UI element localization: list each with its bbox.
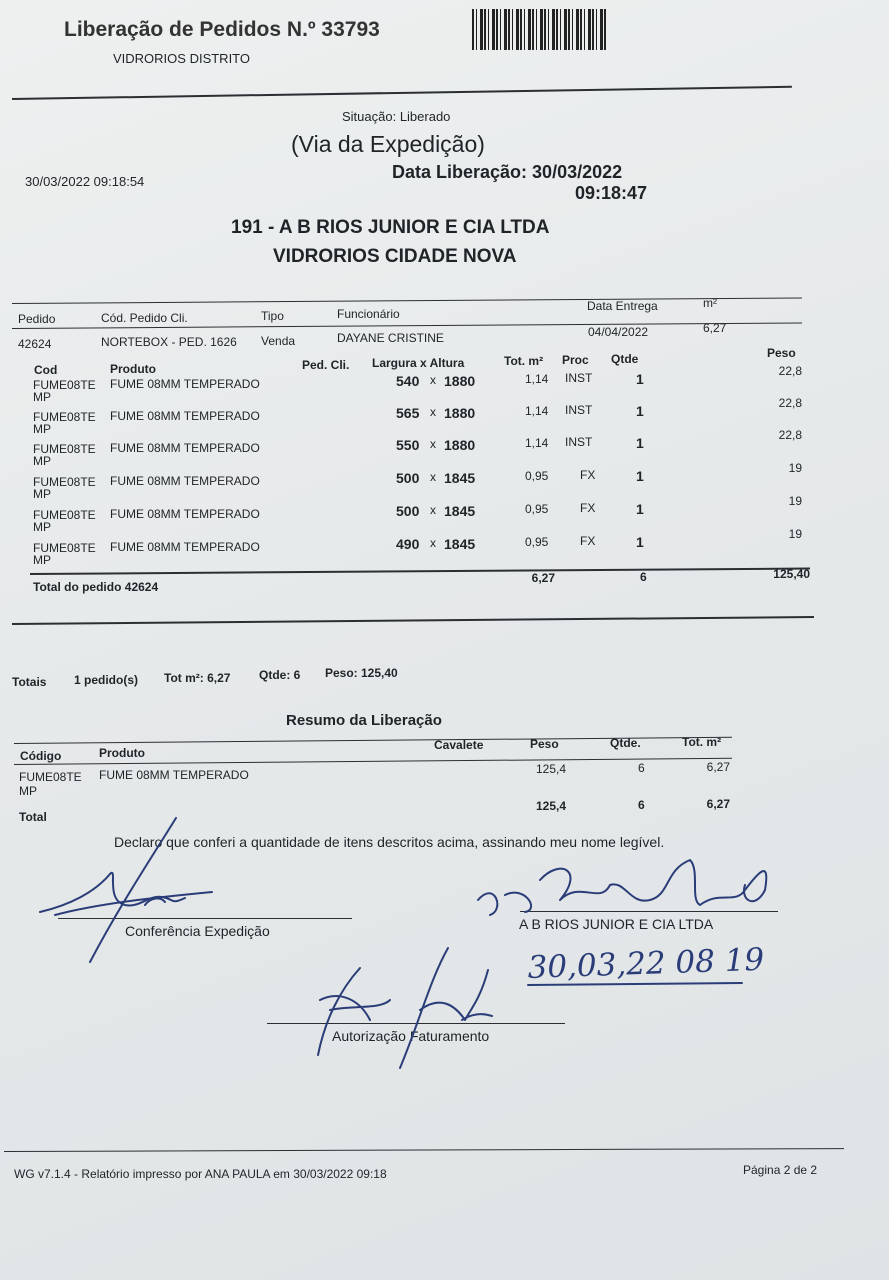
item-largura: 500 bbox=[396, 503, 420, 519]
signature-conferencia bbox=[40, 818, 212, 962]
resumo-title: Resumo da Liberação bbox=[286, 712, 442, 729]
item-cod-suffix: MP bbox=[33, 454, 51, 468]
print-timestamp: 30/03/2022 09:18:54 bbox=[25, 174, 145, 189]
item-altura: 1845 bbox=[444, 503, 476, 519]
resumo-col-qtde: Qtde. bbox=[610, 736, 641, 750]
item-x: x bbox=[430, 536, 436, 550]
item-cod-suffix: MP bbox=[33, 390, 51, 404]
resumo-total-peso: 125,4 bbox=[535, 799, 566, 813]
item-produto: FUME 08MM TEMPERADO bbox=[110, 507, 260, 521]
item-produto: FUME 08MM TEMPERADO bbox=[110, 409, 260, 423]
item-cod-suffix: MP bbox=[33, 487, 51, 501]
label-m2: m² bbox=[703, 296, 717, 310]
item-qtde: 1 bbox=[636, 371, 644, 387]
label-data-entrega: Data Entrega bbox=[587, 299, 658, 313]
col-cod: Cod bbox=[34, 363, 58, 377]
hora-liberacao: 09:18:47 bbox=[575, 183, 648, 203]
item-cod: FUME08TE bbox=[33, 378, 96, 392]
item-x: x bbox=[430, 437, 436, 451]
totais-peso: Peso: 125,40 bbox=[325, 666, 398, 680]
value-data-entrega: 04/04/2022 bbox=[588, 325, 649, 339]
item-cod: FUME08TE bbox=[33, 410, 96, 424]
item-peso: 19 bbox=[788, 461, 802, 475]
order-total-label: Total do pedido 42624 bbox=[33, 580, 159, 594]
empresa-label: A B RIOS JUNIOR E CIA LTDA bbox=[519, 916, 714, 932]
item-tot-m2: 1,14 bbox=[525, 404, 549, 418]
label-pedido: Pedido bbox=[18, 312, 56, 326]
handwritten-date: 30,03,22 08 19 bbox=[527, 941, 765, 986]
item-proc: INST bbox=[565, 403, 593, 417]
item-proc: INST bbox=[565, 435, 593, 449]
resumo-row-produto: FUME 08MM TEMPERADO bbox=[99, 768, 249, 782]
item-largura: 490 bbox=[396, 536, 420, 552]
resumo-row-qtde: 6 bbox=[638, 761, 645, 775]
document-title: Liberação de Pedidos N.º 33793 bbox=[64, 18, 380, 41]
col-proc: Proc bbox=[562, 353, 589, 367]
item-produto: FUME 08MM TEMPERADO bbox=[110, 540, 260, 554]
conferencia-label: Conferência Expedição bbox=[125, 923, 270, 939]
item-cod: FUME08TE bbox=[33, 442, 96, 456]
item-x: x bbox=[430, 405, 436, 419]
item-largura: 540 bbox=[396, 373, 420, 389]
col-largura-altura: Largura x Altura bbox=[372, 356, 465, 370]
footer-left: WG v7.1.4 - Relatório impresso por ANA PAULA em 30/03/2022 09:18 bbox=[14, 1167, 387, 1181]
item-qtde: 1 bbox=[636, 468, 644, 484]
item-largura: 550 bbox=[396, 437, 420, 453]
value-tipo: Venda bbox=[261, 334, 296, 348]
item-peso: 19 bbox=[788, 494, 802, 508]
resumo-total-qtde: 6 bbox=[638, 798, 645, 812]
item-altura: 1880 bbox=[444, 405, 476, 421]
item-produto: FUME 08MM TEMPERADO bbox=[110, 441, 260, 455]
order-total-peso: 125,40 bbox=[773, 567, 810, 581]
item-peso: 22,8 bbox=[778, 396, 802, 410]
item-produto: FUME 08MM TEMPERADO bbox=[110, 474, 260, 488]
value-pedido: 42624 bbox=[18, 337, 52, 351]
col-produto: Produto bbox=[110, 362, 156, 376]
signature-empresa bbox=[478, 860, 766, 915]
item-peso: 22,8 bbox=[778, 428, 802, 442]
item-qtde: 1 bbox=[636, 403, 644, 419]
resumo-row-tot-m2: 6,27 bbox=[706, 760, 730, 774]
item-proc: FX bbox=[580, 468, 596, 482]
label-funcionario: Funcionário bbox=[337, 307, 400, 321]
value-funcionario: DAYANE CRISTINE bbox=[337, 331, 444, 345]
value-m2: 6,27 bbox=[703, 321, 727, 335]
item-cod-suffix: MP bbox=[33, 422, 51, 436]
col-tot-m2: Tot. m² bbox=[504, 354, 544, 368]
situacao-label: Situação: Liberado bbox=[342, 109, 451, 124]
resumo-total-tot-m2: 6,27 bbox=[706, 797, 730, 811]
item-qtde: 1 bbox=[636, 435, 644, 451]
resumo-col-tot-m2: Tot. m² bbox=[682, 735, 722, 749]
order-total-m2: 6,27 bbox=[531, 571, 555, 585]
totais-label: Totais bbox=[12, 675, 47, 689]
declaration-text: Declaro que conferi a quantidade de itens descritos acima, assinando meu nome legível. bbox=[114, 834, 665, 850]
data-liberacao: Data Liberação: 30/03/2022 bbox=[392, 162, 623, 182]
order-total-qtde: 6 bbox=[640, 570, 647, 584]
item-cod: FUME08TE bbox=[33, 541, 96, 555]
item-altura: 1880 bbox=[444, 373, 476, 389]
item-peso: 19 bbox=[788, 527, 802, 541]
item-largura: 500 bbox=[396, 470, 420, 486]
item-tot-m2: 1,14 bbox=[525, 436, 549, 450]
item-tot-m2: 0,95 bbox=[525, 469, 549, 483]
totais-qtde: Qtde: 6 bbox=[259, 668, 301, 682]
resumo-col-peso: Peso bbox=[530, 737, 559, 751]
col-qtde: Qtde bbox=[611, 352, 639, 366]
resumo-col-cavalete: Cavalete bbox=[434, 738, 484, 752]
item-cod: FUME08TE bbox=[33, 508, 96, 522]
signature-autorizacao bbox=[318, 948, 492, 1068]
resumo-col-codigo: Código bbox=[20, 749, 62, 763]
label-tipo: Tipo bbox=[261, 309, 284, 323]
item-tot-m2: 0,95 bbox=[525, 535, 549, 549]
item-altura: 1880 bbox=[444, 437, 476, 453]
item-qtde: 1 bbox=[636, 534, 644, 550]
value-cod-pedido-cli: NORTEBOX - PED. 1626 bbox=[101, 335, 237, 349]
item-produto: FUME 08MM TEMPERADO bbox=[110, 377, 260, 391]
via-label: (Via da Expedição) bbox=[291, 131, 485, 157]
cliente-name: 191 - A B RIOS JUNIOR E CIA LTDA bbox=[231, 217, 550, 238]
document-subtitle: VIDRORIOS DISTRITO bbox=[113, 51, 250, 66]
item-qtde: 1 bbox=[636, 501, 644, 517]
col-peso: Peso bbox=[767, 346, 796, 360]
item-altura: 1845 bbox=[444, 536, 476, 552]
item-proc: FX bbox=[580, 534, 596, 548]
item-cod-suffix: MP bbox=[33, 520, 51, 534]
item-x: x bbox=[430, 470, 436, 484]
item-cod-suffix: MP bbox=[33, 553, 51, 567]
resumo-total-label: Total bbox=[19, 810, 47, 824]
loja-name: VIDRORIOS CIDADE NOVA bbox=[273, 246, 517, 267]
item-proc: INST bbox=[565, 371, 593, 385]
totais-m2: Tot m²: 6,27 bbox=[164, 671, 231, 685]
item-cod: FUME08TE bbox=[33, 475, 96, 489]
item-tot-m2: 0,95 bbox=[525, 502, 549, 516]
autorizacao-label: Autorização Faturamento bbox=[332, 1028, 490, 1044]
item-peso: 22,8 bbox=[778, 364, 802, 378]
item-altura: 1845 bbox=[444, 470, 476, 486]
col-ped-cli: Ped. Cli. bbox=[302, 358, 350, 372]
resumo-row-peso: 125,4 bbox=[535, 762, 566, 776]
item-tot-m2: 1,14 bbox=[525, 372, 549, 386]
item-proc: FX bbox=[580, 501, 596, 515]
resumo-row-codigo: FUME08TE MP bbox=[19, 770, 82, 798]
label-cod-pedido-cli: Cód. Pedido Cli. bbox=[101, 311, 188, 325]
item-largura: 565 bbox=[396, 405, 420, 421]
footer-page: Página 2 de 2 bbox=[743, 1163, 818, 1177]
totais-pedidos: 1 pedido(s) bbox=[74, 673, 139, 687]
resumo-col-produto: Produto bbox=[99, 746, 145, 760]
item-x: x bbox=[430, 373, 436, 387]
item-x: x bbox=[430, 503, 436, 517]
